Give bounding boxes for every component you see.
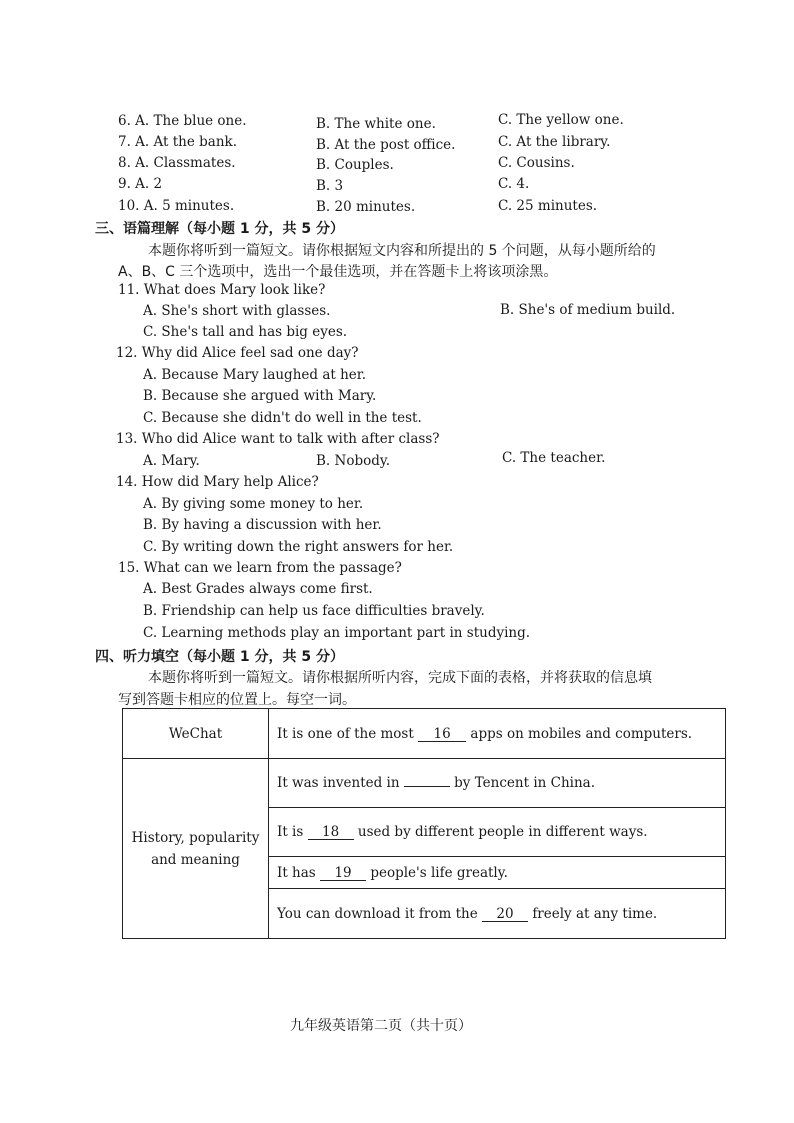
table-row <box>123 709 726 759</box>
q13-option-c: C. The teacher. <box>502 450 606 466</box>
q13-option-a: A. Mary. <box>143 453 200 469</box>
table-cell-row1 <box>269 709 726 759</box>
blank-19[interactable]: 19 <box>320 866 366 881</box>
q14-option-b: B. By having a discussion with her. <box>143 517 382 533</box>
row5-before: You can download it from the <box>277 905 478 922</box>
q13-option-b: B. Nobody. <box>316 453 390 469</box>
q9-option-b: B. 3 <box>316 178 344 194</box>
q7-option-c: C. At the library. <box>498 134 611 150</box>
q12-option-c: C. Because she didn't do well in the test. <box>143 410 422 426</box>
q11-option-b: B. She's of medium build. <box>500 302 676 318</box>
table-row <box>123 759 726 808</box>
q8-option-c: C. Cousins. <box>498 155 575 171</box>
q15-option-a: A. Best Grades always come first. <box>143 581 373 597</box>
q8-option-b: B. Couples. <box>316 157 394 173</box>
listening-fill-table <box>122 708 726 939</box>
section3-heading: 三、语篇理解（每小题 1 分，共 5 分） <box>95 221 344 237</box>
q11-option-c: C. She's tall and has big eyes. <box>143 324 348 340</box>
q11-stem: 11. What does Mary look like? <box>118 282 326 298</box>
q12-option-b: B. Because she argued with Mary. <box>143 388 377 404</box>
table-label-wechat: WeChat <box>123 709 269 759</box>
q13-stem: 13. Who did Alice want to talk with after class? <box>116 431 440 447</box>
q11-option-a: A. She's short with glasses. <box>143 303 331 319</box>
q10-option-b: B. 20 minutes. <box>316 199 416 215</box>
q15-option-b: B. Friendship can help us face difficulties bravely. <box>143 603 485 619</box>
q7-option-a: 7. A. At the bank. <box>118 134 237 150</box>
q15-stem: 15. What can we learn from the passage? <box>118 560 402 576</box>
row5-after: freely at any time. <box>532 905 658 922</box>
row2-after: by Tencent in China. <box>454 775 595 791</box>
blank-20[interactable]: 20 <box>482 907 528 922</box>
q14-stem: 14. How did Mary help Alice? <box>116 474 319 490</box>
q12-option-a: A. Because Mary laughed at her. <box>143 367 367 383</box>
q10-option-a: 10. A. 5 minutes. <box>118 198 235 214</box>
row3-before: It is <box>277 824 304 840</box>
table-cell-row2 <box>269 759 726 808</box>
section4-instruction-line1: 本题你将听到一篇短文。请你根据所听内容，完成下面的表格，并将获取的信息填 <box>148 670 652 686</box>
q6-option-c: C. The yellow one. <box>498 112 624 128</box>
q9-option-c: C. 4. <box>498 176 530 192</box>
row2-before: It was invented in <box>277 775 400 791</box>
blank-18[interactable]: 18 <box>308 825 354 840</box>
q10-option-c: C. 25 minutes. <box>498 198 598 214</box>
row4-after: people's life greatly. <box>370 864 508 881</box>
table-cell-row5 <box>269 889 726 939</box>
table-cell-row4 <box>269 857 726 889</box>
blank-17[interactable] <box>404 786 450 787</box>
table-cell-row3 <box>269 808 726 857</box>
row3-after: used by different people in different ways. <box>357 824 648 840</box>
section4-instruction-line2: 写到答题卡相应的位置上。每空一词。 <box>118 692 356 708</box>
q14-option-c: C. By writing down the right answers for her. <box>143 539 454 555</box>
page-footer: 九年级英语第二页（共十页） <box>290 1018 472 1034</box>
q6-option-b: B. The white one. <box>316 116 436 132</box>
q14-option-a: A. By giving some money to her. <box>143 496 364 512</box>
row4-before: It has <box>277 864 316 881</box>
q6-option-a: 6. A. The blue one. <box>118 113 247 129</box>
row1-before: It is one of the most <box>277 725 414 742</box>
q15-option-c: C. Learning methods play an important part in studying. <box>143 625 531 641</box>
q8-option-a: 8. A. Classmates. <box>118 155 236 171</box>
blank-16[interactable]: 16 <box>418 727 466 742</box>
section3-instruction-line2: A、B、C 三个选项中，选出一个最佳选项，并在答题卡上将该项涂黑。 <box>118 264 558 280</box>
section3-instruction-line1: 本题你将听到一篇短文。请你根据短文内容和所提出的 5 个问题，从每小题所给的 <box>148 243 656 259</box>
row1-after: apps on mobiles and computers. <box>470 725 693 742</box>
table-label-history: History, popularity and meaning <box>123 759 269 939</box>
q12-stem: 12. Why did Alice feel sad one day? <box>116 345 359 361</box>
q9-option-a: 9. A. 2 <box>118 176 163 192</box>
section4-heading: 四、听力填空（每小题 1 分，共 5 分） <box>95 649 344 665</box>
q7-option-b: B. At the post office. <box>316 137 456 153</box>
